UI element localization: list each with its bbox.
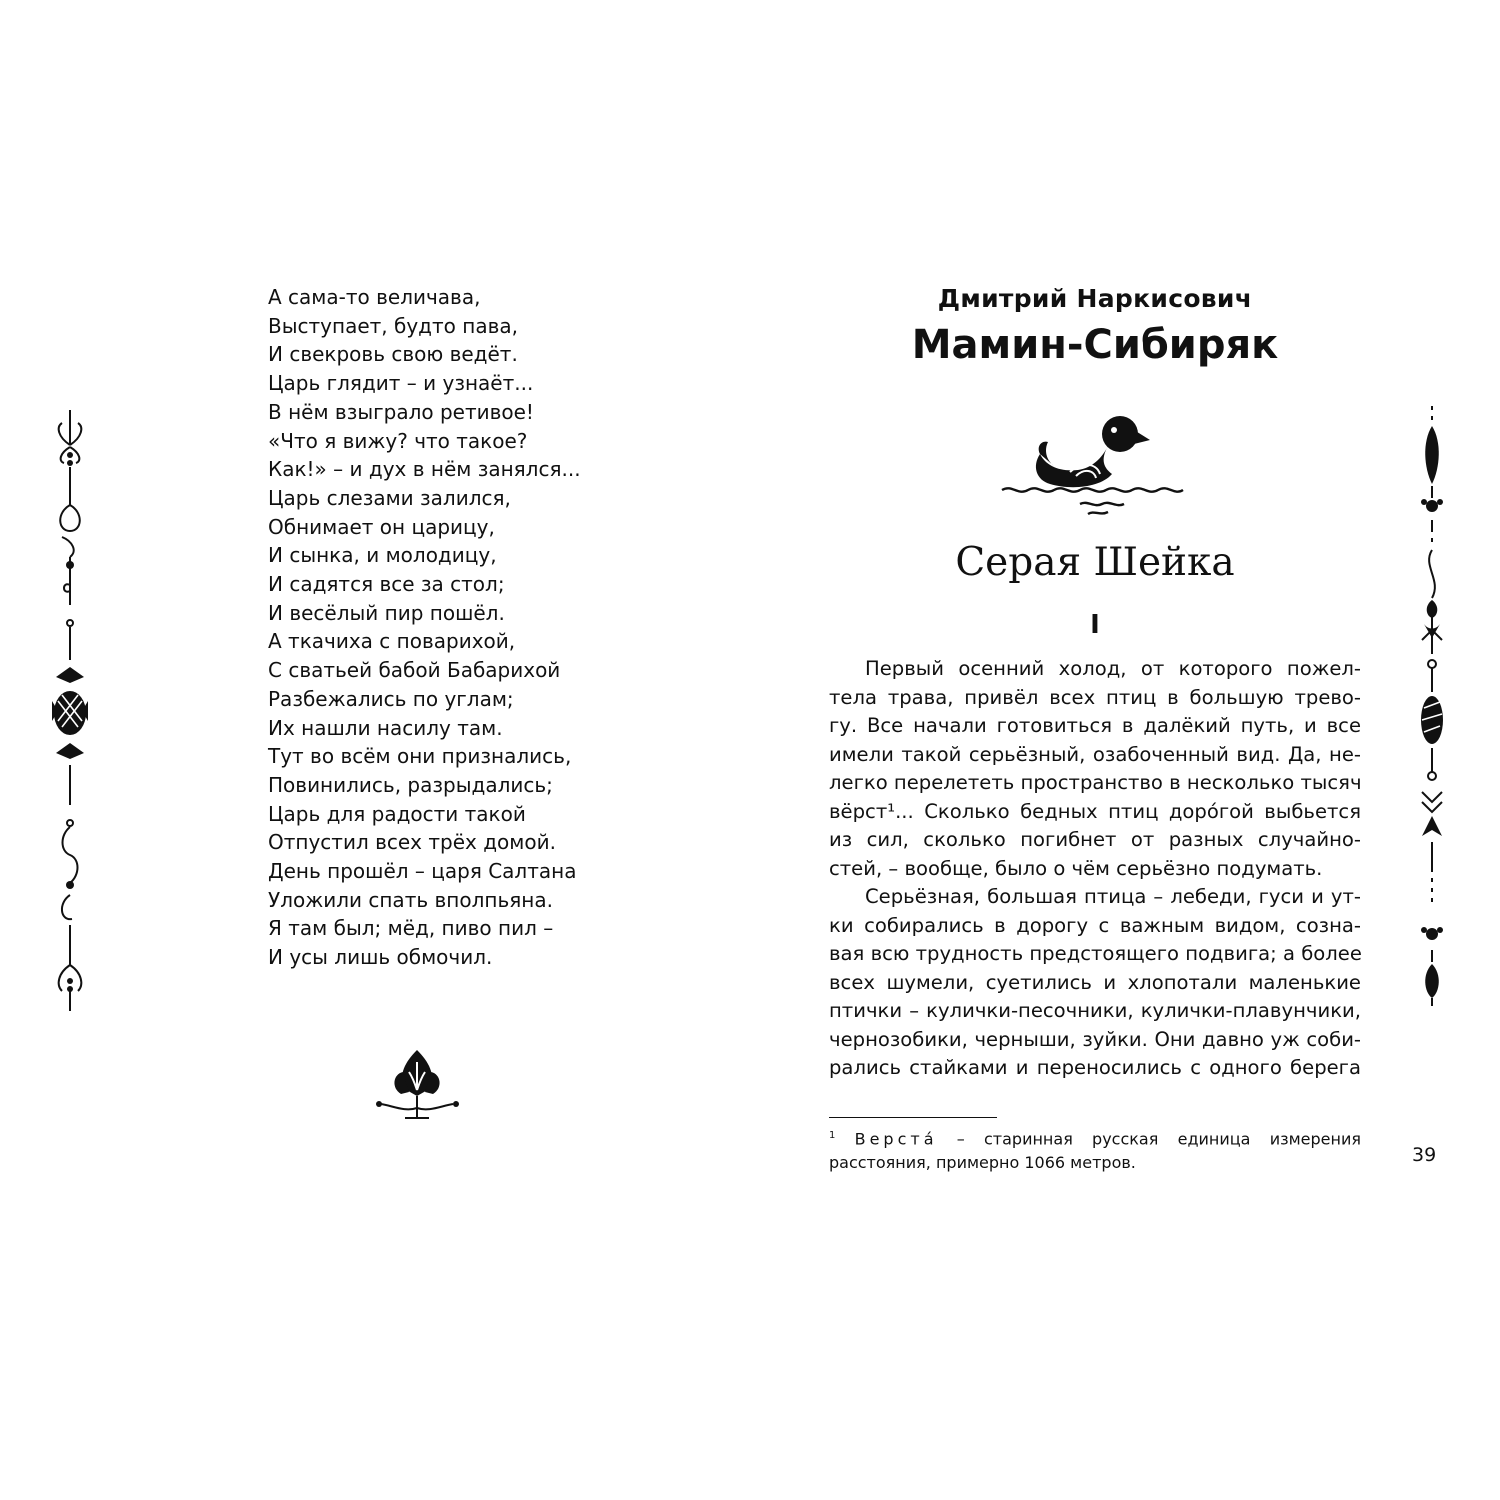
page-number: 39 xyxy=(1412,1144,1437,1166)
chapter-number: I xyxy=(1090,610,1100,640)
duck-on-water-icon xyxy=(1000,410,1185,520)
poem-line: Царь глядит – и узнаёт... xyxy=(268,371,534,396)
poem-line: Разбежались по углам; xyxy=(268,686,514,711)
footnote-definition: – старинная русская единица измерения xyxy=(937,1129,1361,1149)
poem-line: Тут во всём они признались, xyxy=(268,744,572,769)
text-line: Серьёзная, большая птица – лебеди, гуси и ут- xyxy=(865,885,1361,908)
poem-line: День прошёл – царя Салтана xyxy=(268,859,577,884)
poem-line: А ткачиха с поварихой, xyxy=(268,629,516,654)
text-line: имели такой серьёзный, озабоченный вид. Да, не- xyxy=(829,742,1361,766)
poem-line: Отпустил всех трёх домой. xyxy=(268,830,556,855)
text-line: всех шумели, суетились и хлопотали маленькие xyxy=(829,970,1361,994)
story-text xyxy=(829,655,1361,1083)
poem-line: Повинились, разрыдались; xyxy=(268,772,553,797)
footnote-line: расстояния, примерно 1066 метров. xyxy=(829,1153,1136,1173)
footnote xyxy=(829,1124,1361,1175)
poem xyxy=(268,283,688,972)
footnote-term: Верста́ xyxy=(854,1129,938,1149)
text-line: рались стайками и переносились с одного берега xyxy=(829,1056,1361,1079)
poem-line: И свекровь свою ведёт. xyxy=(268,342,518,367)
poem-line: Их нашли насилу там. xyxy=(268,715,503,740)
poem-line: Уложили спать вполпьяна. xyxy=(268,887,553,912)
poem-line: Царь для радости такой xyxy=(268,801,526,826)
poem-line: В нём взыграло ретивое! xyxy=(268,399,534,424)
folk-vine-border-icon xyxy=(48,405,92,1015)
poem-line: И усы лишь обмочил. xyxy=(268,945,493,970)
poem-line: И садятся все за стол; xyxy=(268,572,505,597)
poem-line: И сынка, и молодицу, xyxy=(268,543,497,568)
text-line: из сил, сколько погибнет от разных случайно- xyxy=(829,828,1361,851)
footnote-rule xyxy=(829,1117,997,1118)
text-line: вая всю трудность предстоящего подвига; а более xyxy=(829,942,1362,965)
tulip-flower-icon xyxy=(375,1048,460,1120)
poem-line: А сама-то величава, xyxy=(268,285,481,309)
poem-line: Я там был; мёд, пиво пил – xyxy=(268,916,554,941)
text-line: легко перелететь пространство в несколько тысяч xyxy=(829,771,1362,794)
poem-line: С сватьей бабой Бабарихой xyxy=(268,658,561,683)
author-last-name: Мамин-Сибиряк xyxy=(911,322,1279,368)
poem-line: Выступает, будто пава, xyxy=(268,313,518,338)
poem-line: «Что я вижу? что такое? xyxy=(268,428,528,453)
poem-line: Как!» – и дух в нём занялся... xyxy=(268,457,581,482)
text-line: чернозобики, черныши, зуйки. Они давно уж соби- xyxy=(829,1027,1361,1051)
text-line: стей, – вообще, было о чём серьёзно подумать. xyxy=(829,856,1323,880)
text-line: ки собирались в дорогу с важным видом, созна- xyxy=(829,913,1361,937)
text-line: тела трава, привёл всех птиц в большую трево- xyxy=(829,685,1361,709)
poem-line: И весёлый пир пошёл. xyxy=(268,600,505,625)
footnote-marker: 1 xyxy=(829,1130,836,1141)
author-first-name: Дмитрий Наркисович xyxy=(937,284,1253,313)
text-line: гу. Все начали готовиться в далёкий путь, и все xyxy=(829,714,1361,737)
leaf-vine-border-icon xyxy=(1412,402,1452,1014)
text-line: птички – кулички-песочники, кулички-плавунчики, xyxy=(829,999,1361,1022)
story-title: Серая Шейка xyxy=(955,540,1235,585)
poem-line: Царь слезами залился, xyxy=(268,485,511,510)
poem-line: Обнимает он царицу, xyxy=(268,514,495,539)
text-line: Первый осенний холод, от которого пожел- xyxy=(865,657,1361,680)
text-line: вёрст¹... Сколько бедных птиц доро́гой выбьется xyxy=(829,799,1361,823)
